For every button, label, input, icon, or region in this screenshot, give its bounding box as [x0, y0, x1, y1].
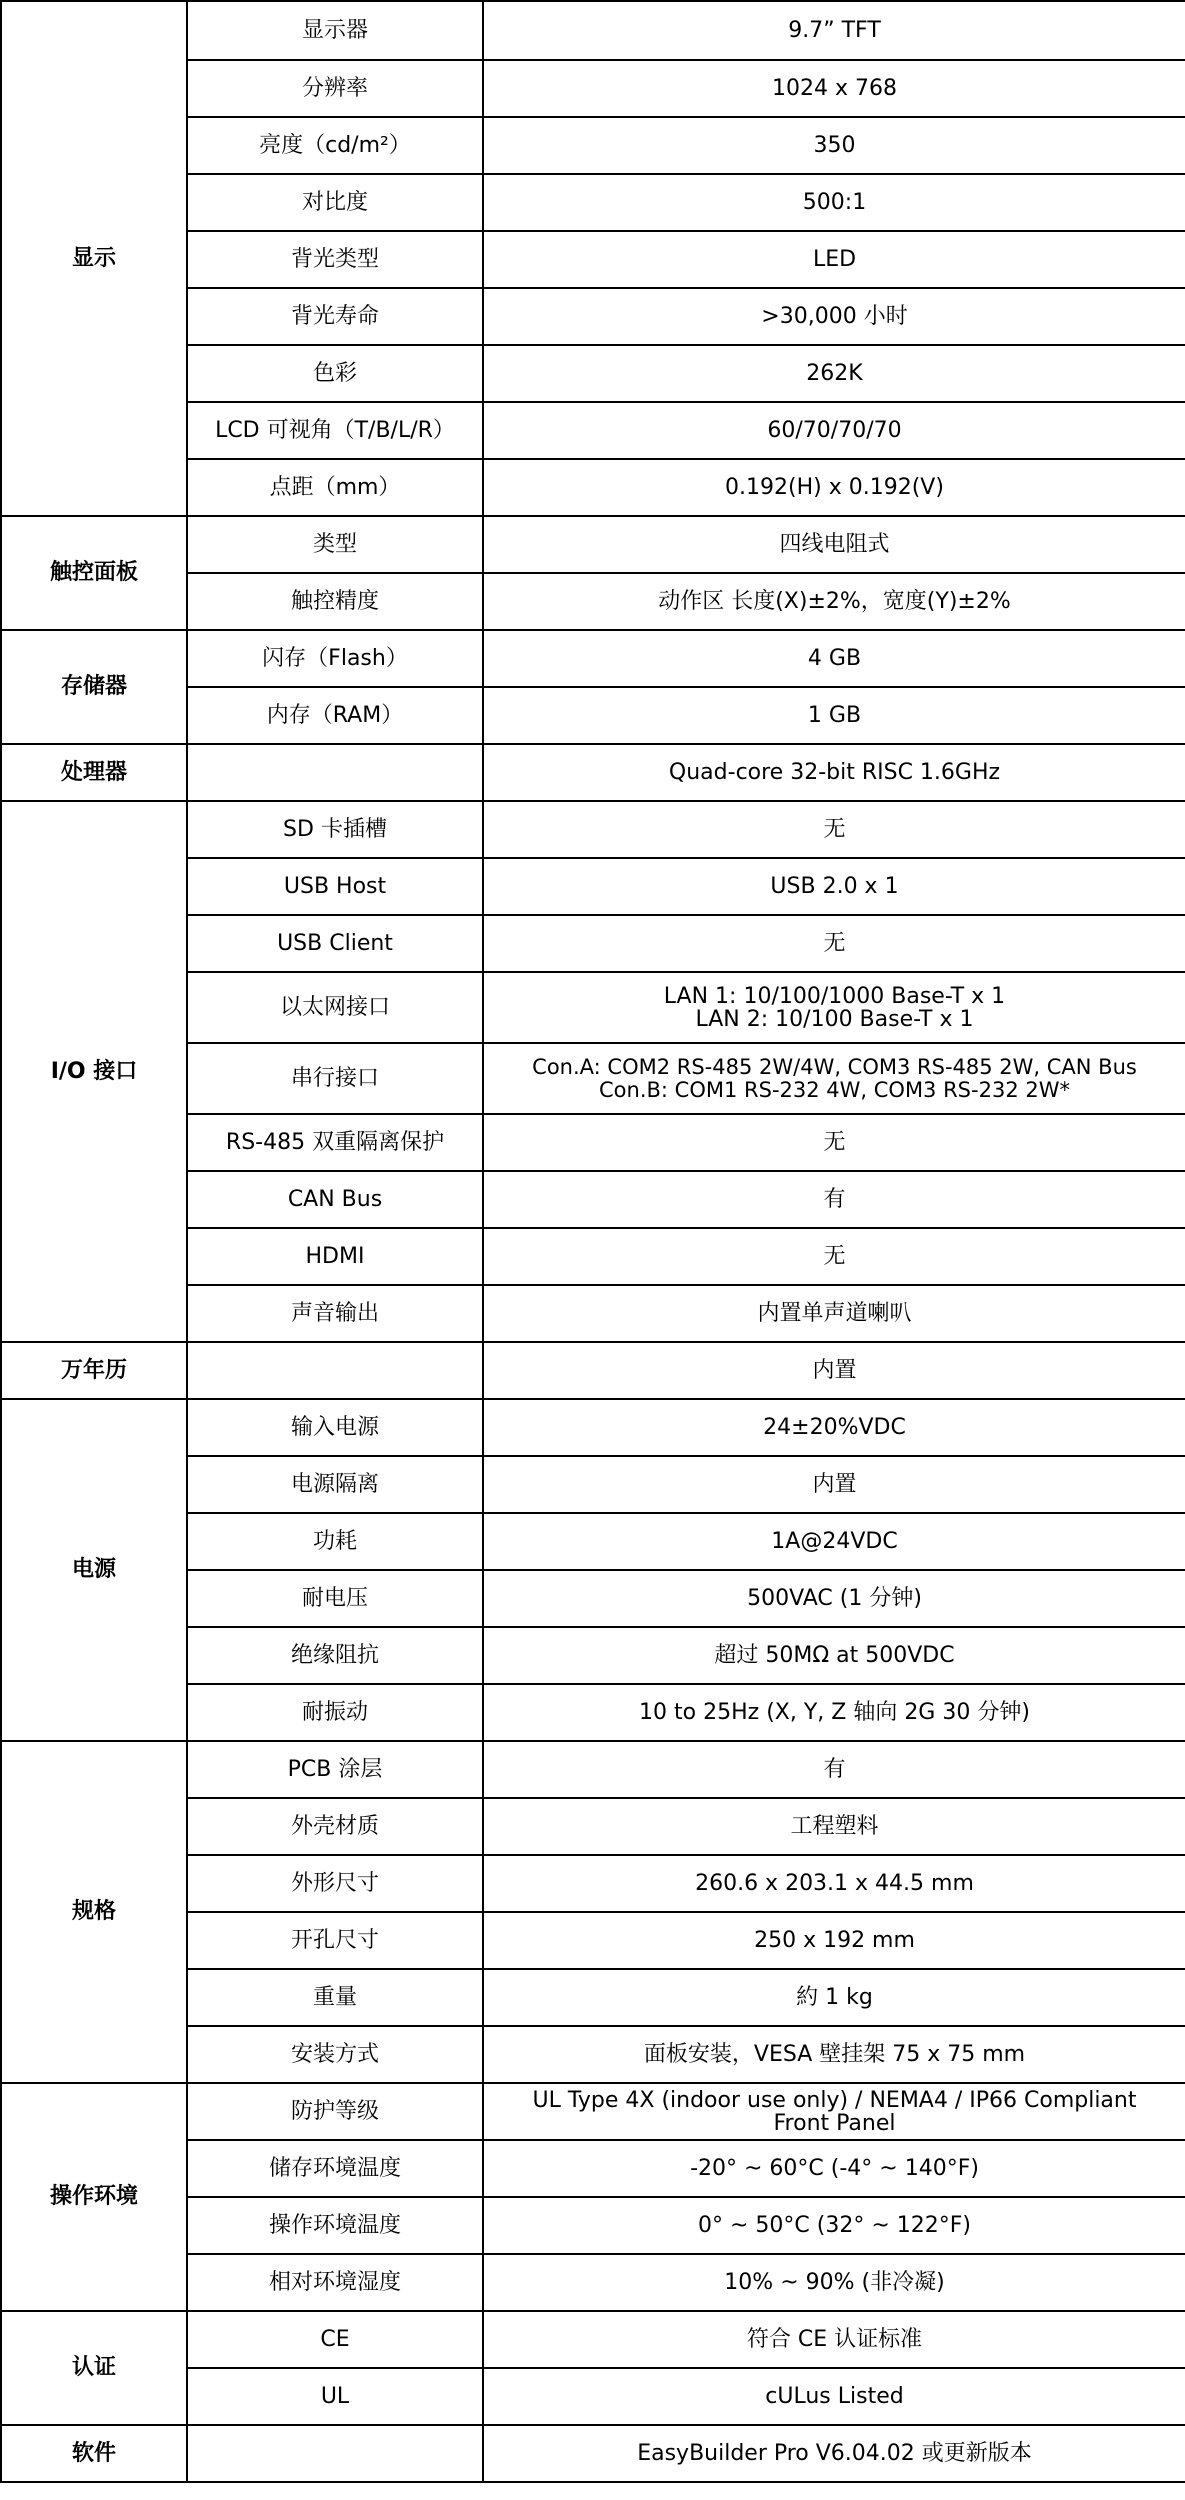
param-cell: 耐电压 [187, 1570, 483, 1627]
param-cell: 操作环境温度 [187, 2197, 483, 2254]
value-cell: Quad-core 32-bit RISC 1.6GHz [483, 744, 1185, 801]
param-cell: 背光寿命 [187, 288, 483, 345]
table-row [1, 744, 1185, 801]
param-cell: LCD 可视角（T/B/L/R） [187, 402, 483, 459]
param-cell: 背光类型 [187, 231, 483, 288]
value-line: Con.B: COM1 RS-232 4W, COM3 RS-232 2W* [599, 1077, 1070, 1102]
value-cell: 工程塑料 [483, 1798, 1185, 1855]
value-cell [483, 1043, 1185, 1114]
value-cell: -20° ~ 60°C (-4° ~ 140°F) [483, 2140, 1185, 2197]
param-cell: 相对环境湿度 [187, 2254, 483, 2311]
param-cell: USB Host [187, 858, 483, 915]
table-row [1, 516, 1185, 573]
value-cell: 約 1 kg [483, 1969, 1185, 2026]
value-line: UL Type 4X (indoor use only) / NEMA4 / IP66 Compliant [532, 2087, 1137, 2113]
table-row [1, 1342, 1185, 1399]
value-cell: 0.192(H) x 0.192(V) [483, 459, 1185, 516]
value-cell: 无 [483, 1228, 1185, 1285]
value-cell: EasyBuilder Pro V6.04.02 或更新版本 [483, 2425, 1185, 2482]
value-cell: 260.6 x 203.1 x 44.5 mm [483, 1855, 1185, 1912]
param-cell: 以太网接口 [187, 972, 483, 1043]
value-line: Front Panel [773, 2110, 896, 2136]
table-row [1, 2311, 1185, 2368]
table-row [1, 1399, 1185, 1456]
value-cell: 250 x 192 mm [483, 1912, 1185, 1969]
table-row [1, 2425, 1185, 2482]
param-cell: USB Client [187, 915, 483, 972]
category-certification: 认证 [1, 2311, 187, 2425]
value-cell: 1024 x 768 [483, 60, 1185, 117]
param-cell: 串行接口 [187, 1043, 483, 1114]
value-cell: 超过 50MΩ at 500VDC [483, 1627, 1185, 1684]
value-cell: 有 [483, 1741, 1185, 1798]
value-cell: 0° ~ 50°C (32° ~ 122°F) [483, 2197, 1185, 2254]
param-cell: 外形尺寸 [187, 1855, 483, 1912]
param-cell: 亮度（cd/m²） [187, 117, 483, 174]
param-cell: 防护等级 [187, 2083, 483, 2140]
category-memory: 存储器 [1, 630, 187, 744]
value-cell [483, 972, 1185, 1043]
param-cell: PCB 涂层 [187, 1741, 483, 1798]
param-cell: 开孔尺寸 [187, 1912, 483, 1969]
value-cell [483, 2083, 1185, 2140]
value-cell: 动作区 长度(X)±2%，宽度(Y)±2% [483, 573, 1185, 630]
param-cell: 外壳材质 [187, 1798, 483, 1855]
value-cell: 1A@24VDC [483, 1513, 1185, 1570]
param-cell: 功耗 [187, 1513, 483, 1570]
param-cell: 闪存（Flash） [187, 630, 483, 687]
param-cell [187, 1342, 483, 1399]
table-row [1, 801, 1185, 858]
category-io: I/O 接口 [1, 801, 187, 1342]
param-cell: 对比度 [187, 174, 483, 231]
value-cell: >30,000 小时 [483, 288, 1185, 345]
value-cell: 9.7” TFT [483, 1, 1185, 60]
value-cell: 60/70/70/70 [483, 402, 1185, 459]
value-cell: 四线电阻式 [483, 516, 1185, 573]
value-cell: 无 [483, 801, 1185, 858]
value-cell: 1 GB [483, 687, 1185, 744]
param-cell: SD 卡插槽 [187, 801, 483, 858]
param-cell: 显示器 [187, 1, 483, 60]
table-row [1, 1, 1185, 60]
param-cell: 耐振动 [187, 1684, 483, 1741]
value-cell: USB 2.0 x 1 [483, 858, 1185, 915]
param-cell: 安装方式 [187, 2026, 483, 2083]
param-cell: 绝缘阻抗 [187, 1627, 483, 1684]
value-cell: 有 [483, 1171, 1185, 1228]
param-cell: CE [187, 2311, 483, 2368]
category-environment: 操作环境 [1, 2083, 187, 2311]
param-cell: 类型 [187, 516, 483, 573]
value-line: LAN 1: 10/100/1000 Base-T x 1 [663, 983, 1006, 1009]
value-cell: 4 GB [483, 630, 1185, 687]
value-cell: 10 to 25Hz (X, Y, Z 轴向 2G 30 分钟) [483, 1684, 1185, 1741]
table-row [1, 1741, 1185, 1798]
value-cell: 符合 CE 认证标准 [483, 2311, 1185, 2368]
value-cell: 350 [483, 117, 1185, 174]
param-cell: 触控精度 [187, 573, 483, 630]
value-cell: 500VAC (1 分钟) [483, 1570, 1185, 1627]
value-cell: LED [483, 231, 1185, 288]
param-cell: 分辨率 [187, 60, 483, 117]
value-line: Con.A: COM2 RS-485 2W/4W, COM3 RS-485 2W, CAN Bus [532, 1054, 1137, 1079]
value-cell: 内置单声道喇叭 [483, 1285, 1185, 1342]
value-cell: 262K [483, 345, 1185, 402]
value-cell: 面板安装，VESA 壁挂架 75 x 75 mm [483, 2026, 1185, 2083]
param-cell: HDMI [187, 1228, 483, 1285]
param-cell [187, 2425, 483, 2482]
param-cell: UL [187, 2368, 483, 2425]
value-cell: 内置 [483, 1342, 1185, 1399]
value-line: LAN 2: 10/100 Base-T x 1 [695, 1006, 974, 1032]
table-row [1, 630, 1185, 687]
param-cell: 重量 [187, 1969, 483, 2026]
category-processor: 处理器 [1, 744, 187, 801]
value-cell: 500:1 [483, 174, 1185, 231]
table-row [1, 2083, 1185, 2140]
value-cell: cULus Listed [483, 2368, 1185, 2425]
param-cell: 色彩 [187, 345, 483, 402]
value-cell: 无 [483, 1114, 1185, 1171]
category-display: 显示 [1, 1, 187, 516]
value-cell: 内置 [483, 1456, 1185, 1513]
param-cell [187, 744, 483, 801]
param-cell: CAN Bus [187, 1171, 483, 1228]
param-cell: 电源隔离 [187, 1456, 483, 1513]
param-cell: 输入电源 [187, 1399, 483, 1456]
category-software: 软件 [1, 2425, 187, 2482]
param-cell: 储存环境温度 [187, 2140, 483, 2197]
category-rtc: 万年历 [1, 1342, 187, 1399]
param-cell: RS-485 双重隔离保护 [187, 1114, 483, 1171]
param-cell: 声音输出 [187, 1285, 483, 1342]
category-touch-panel: 触控面板 [1, 516, 187, 630]
category-power: 电源 [1, 1399, 187, 1741]
value-cell: 无 [483, 915, 1185, 972]
param-cell: 点距（mm） [187, 459, 483, 516]
param-cell: 内存（RAM） [187, 687, 483, 744]
category-specification: 规格 [1, 1741, 187, 2083]
value-cell: 24±20%VDC [483, 1399, 1185, 1456]
value-cell: 10% ~ 90% (非冷凝) [483, 2254, 1185, 2311]
